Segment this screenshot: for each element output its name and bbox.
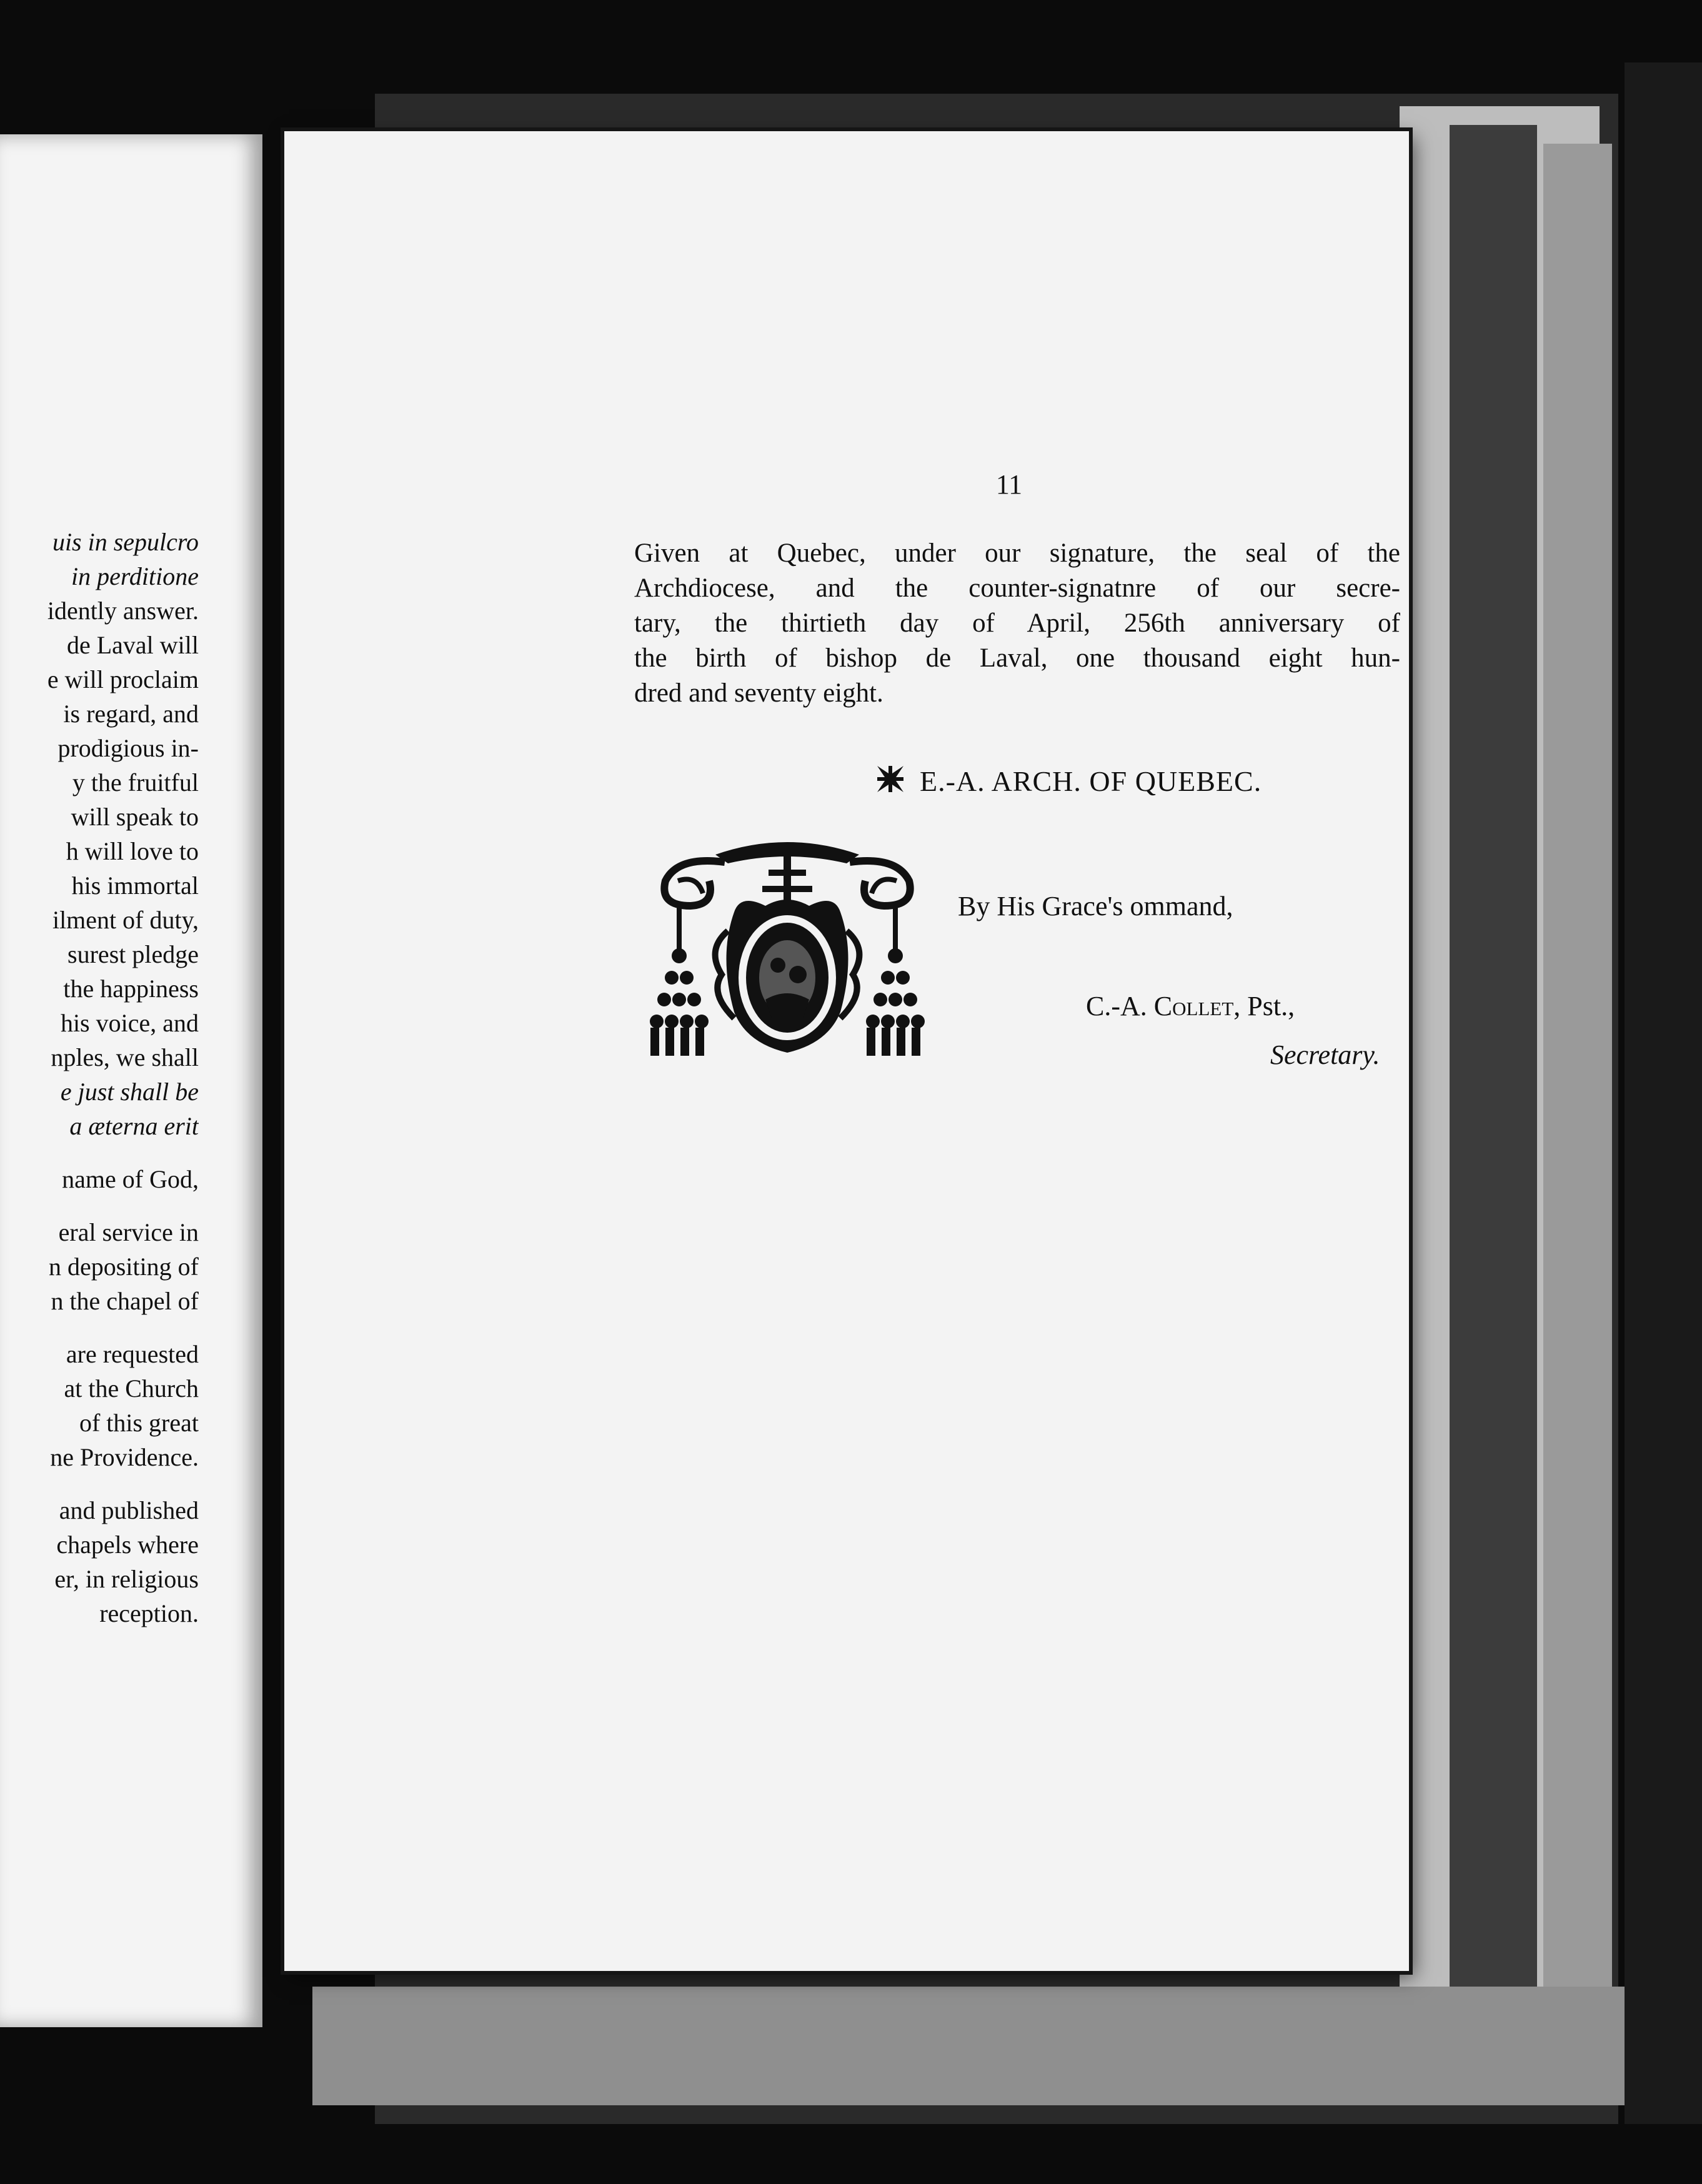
signature-text: E.-A. ARCH. OF QUEBEC. <box>920 765 1262 797</box>
previous-page-line: uis in sepulcro <box>52 528 199 556</box>
paragraph-line: the birth of bishop de Laval, one thousand eight hun- <box>634 643 1400 673</box>
previous-page-line: of this great <box>79 1409 199 1437</box>
previous-page-line: name of God, <box>62 1165 199 1193</box>
paragraph-line: dred and seventy eight. <box>634 678 883 708</box>
previous-page-line <box>0 1143 199 1162</box>
cover-edge <box>1543 144 1612 2080</box>
previous-page-line: prodigious in- <box>57 734 199 762</box>
paragraph-line: Archdiocese, and the counter-signatnre of our secre- <box>634 573 1400 603</box>
page-number: 11 <box>995 469 1023 500</box>
previous-page-line: er, in religious <box>54 1565 199 1593</box>
previous-page-line: his immortal <box>71 871 199 900</box>
previous-page-line: e just shall be <box>60 1078 199 1106</box>
previous-page-line: in perditione <box>71 562 199 590</box>
command-line: By His Grace's ommand, <box>958 891 1233 921</box>
maltese-cross-icon <box>875 763 906 795</box>
previous-page-line: eral service in <box>58 1218 199 1246</box>
closing-paragraph <box>634 536 1400 711</box>
previous-page-line: n the chapel of <box>51 1287 199 1315</box>
previous-page-line: are requested <box>66 1340 199 1368</box>
previous-page-line: at the Church <box>64 1374 199 1402</box>
previous-page-line <box>0 1474 199 1493</box>
previous-page-line: chapels where <box>56 1531 199 1559</box>
previous-page-line: and published <box>59 1496 199 1524</box>
book-bottom-edge <box>312 1987 1625 2105</box>
archiepiscopal-coat-of-arms-icon <box>640 831 934 1075</box>
previous-page-line <box>0 1318 199 1337</box>
previous-page-line: reception. <box>99 1599 199 1627</box>
previous-page-line <box>0 1196 199 1215</box>
previous-page-line: n depositing of <box>49 1253 199 1281</box>
previous-page-line: de Laval will <box>66 631 199 659</box>
previous-page-line: idently answer. <box>47 597 199 625</box>
previous-page-line: y the fruitful <box>72 768 199 797</box>
paragraph-line: tary, the thirtieth day of April, 256th anniversary of <box>634 608 1400 638</box>
paragraph-line: Given at Quebec, under our signature, the seal of the <box>634 539 1400 568</box>
previous-page-line: e will proclaim <box>47 665 199 693</box>
page-edges-dark <box>1450 125 1537 2093</box>
previous-page <box>0 134 262 2027</box>
archbishop-signature <box>875 763 1262 798</box>
secretary-name: C.-A. Collet, Pst., <box>1086 991 1295 1021</box>
previous-page-line: his voice, and <box>60 1009 199 1037</box>
secretary-title: Secretary. <box>1270 1040 1380 1070</box>
previous-page-line: surest pledge <box>67 940 199 968</box>
previous-page-line: ilment of duty, <box>52 906 199 934</box>
previous-page-line: h will love to <box>66 837 199 865</box>
document-page <box>284 131 1409 1971</box>
previous-page-line: is regard, and <box>63 700 199 728</box>
previous-page-line: ne Providence. <box>50 1443 199 1471</box>
cover-outer <box>1625 62 1702 2124</box>
previous-page-line: will speak to <box>71 803 199 831</box>
previous-page-line: a æterna erit <box>69 1112 199 1140</box>
previous-page-line: nples, we shall <box>51 1043 199 1071</box>
previous-page-line: the happiness <box>63 975 199 1003</box>
previous-page-text <box>0 525 199 1631</box>
